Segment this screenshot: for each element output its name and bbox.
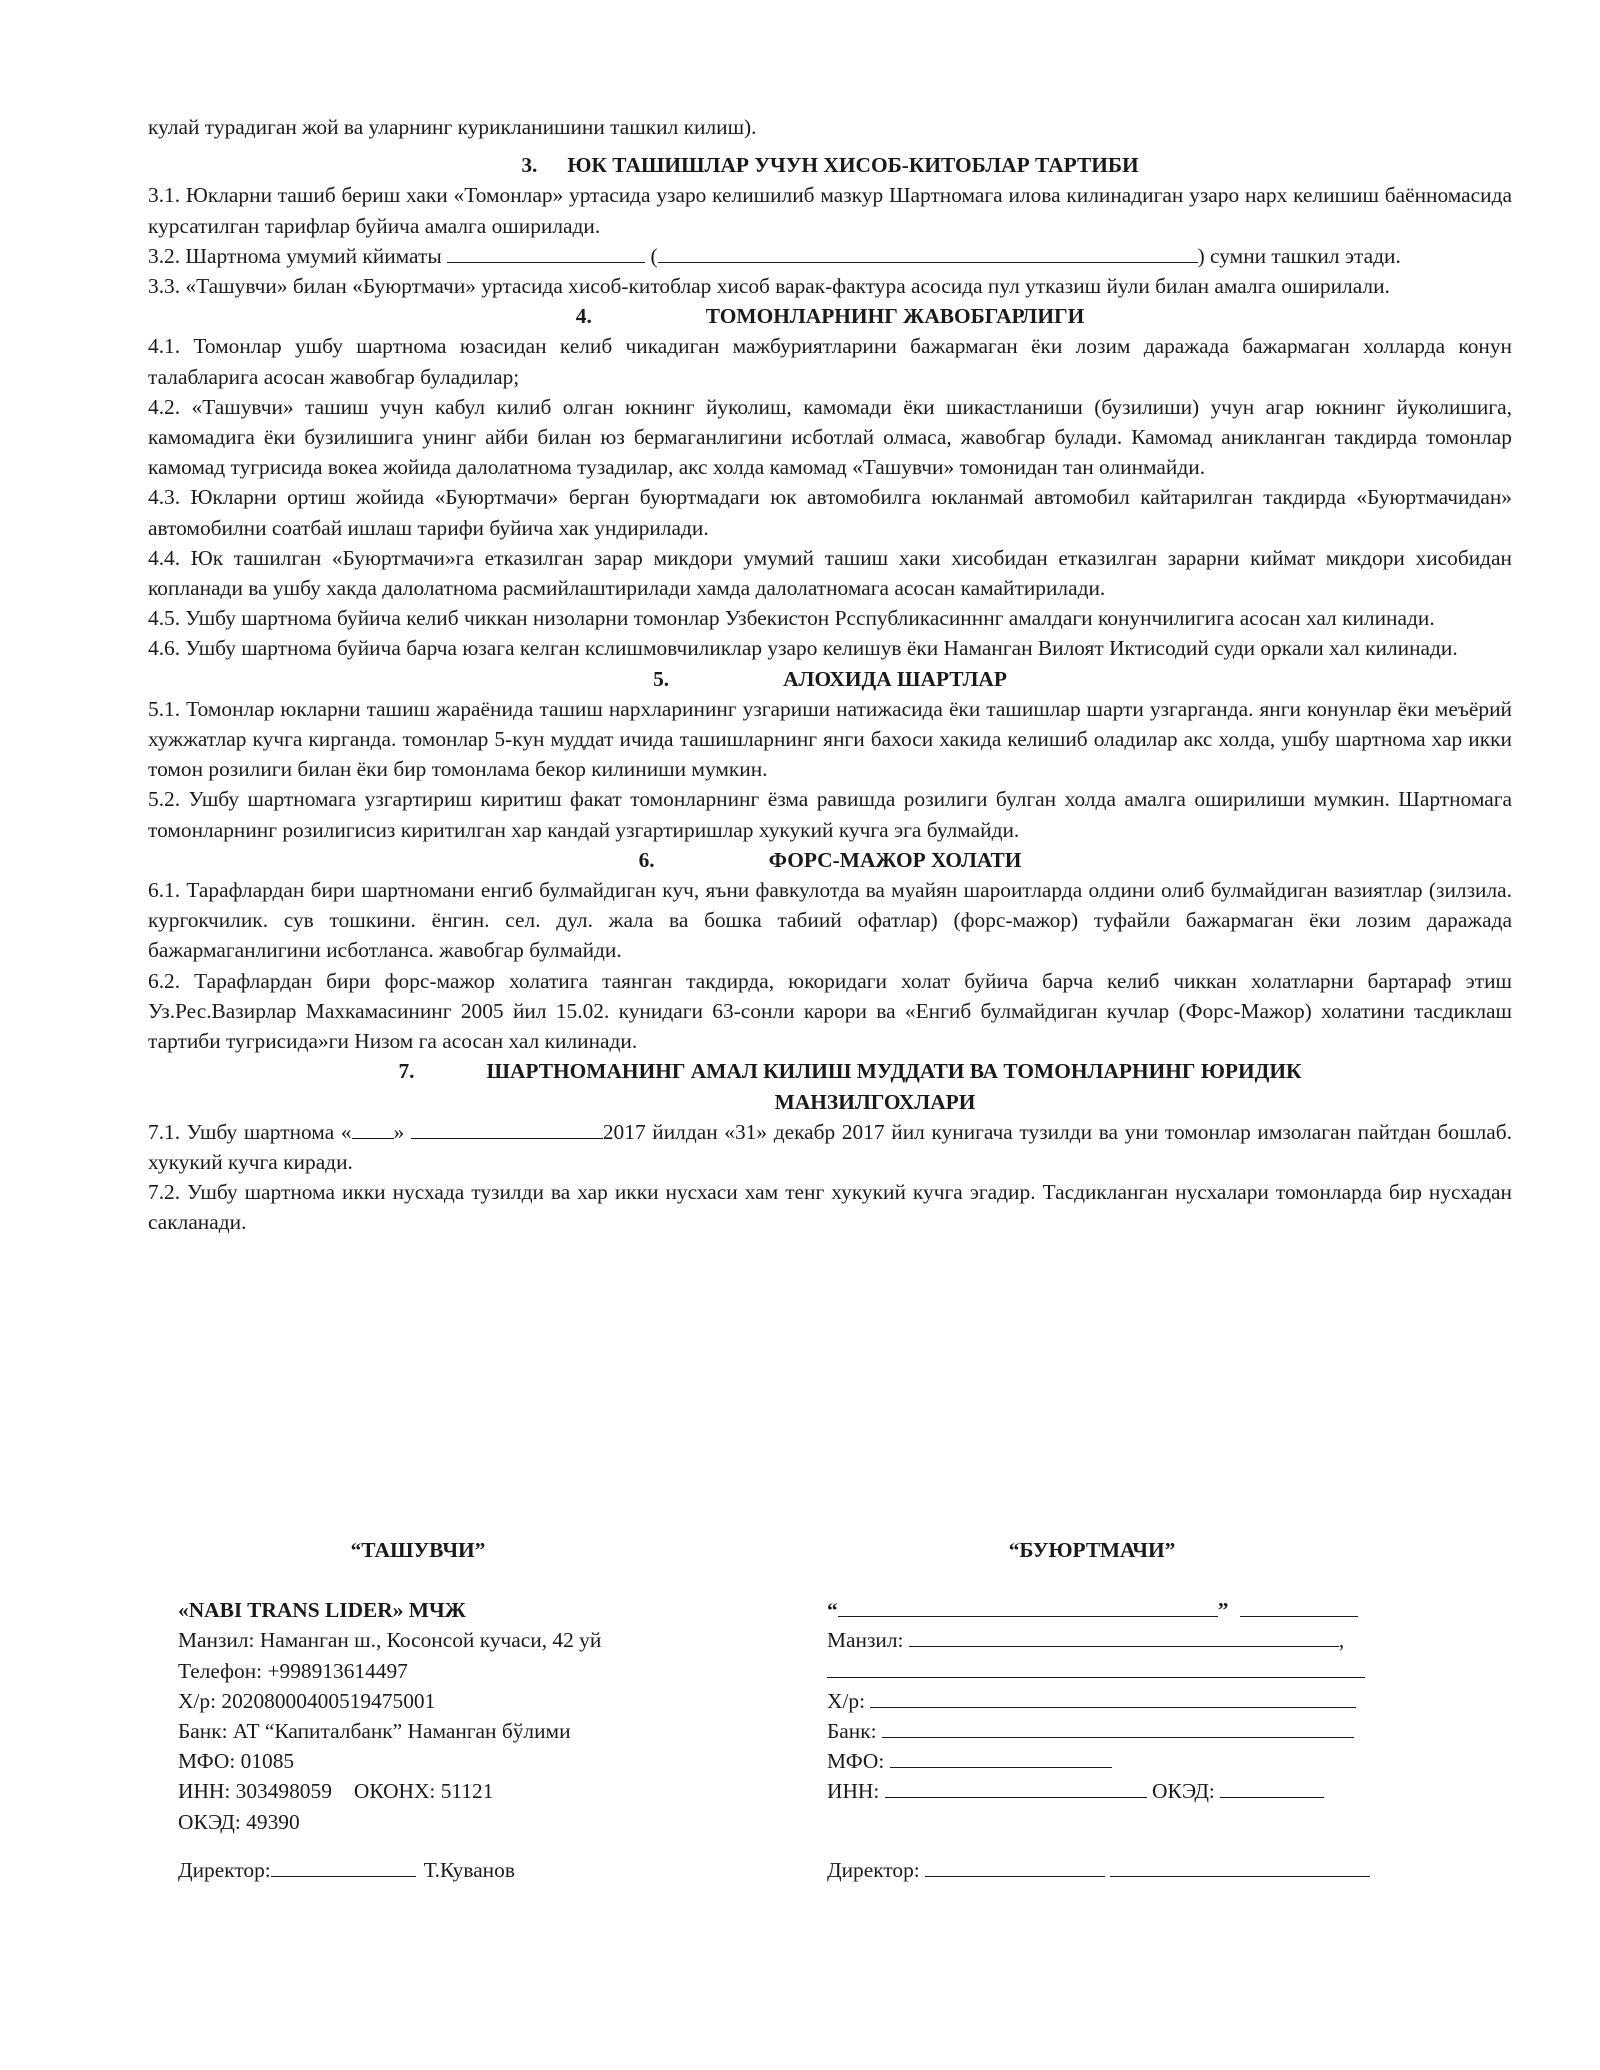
customer-inn-blank (885, 1777, 1147, 1798)
customer-address-blank-2 (827, 1657, 1365, 1678)
clause-5-2: 5.2. Ушбу шартномага узгартириш киритиш факат томонларнинг ёзма равишда розилиги булган холда амалга оширилиши мумкин. Шартномага томонларнинг розилигисиз киритилган хар кандай узгартиришлар хукукий кучга эга булмайди. (148, 787, 1512, 842)
section-5-heading: 5. АЛОХИДА ШАРТЛАР (653, 666, 1007, 691)
customer-name-row: “ ” (827, 1595, 1387, 1625)
clause-5-1: 5.1. Томонлар юкларни ташиш жараёнида ташиш нархларининг узгариши натижасида ёки ташишлар шарти узгарганда. янги конунлар ёки меъёрий хужжатлар кучга кирганда. томонлар 5-кун муддат ичида ташишларнинг янги бахоси хакида келишиб оладилар акс холда, ушбу шартнома хар икки томон розилиги билан ёки бир томонлама бекор килиниши мумкин. (148, 696, 1512, 782)
carrier-oked: ОКЭД: 49390 (178, 1809, 300, 1834)
contract-amount-blank (447, 242, 645, 263)
clause-7-1: 7.1. Ушбу шартнома « » 2017 йилдан «31» декабр 2017 йил кунигача тузилди ва уни томонлар имзолаган пайтдан бошлаб. хукукий кучга киради. (148, 1119, 1512, 1174)
clause-4-1: 4.1. Томонлар ушбу шартнома юзасидан келиб чикадиган мажбуриятларини бажармаган ёки лозим даражада бажармаган холларда конун талабларига асосан жавобгар буладилар; (148, 334, 1512, 389)
clause-4-2: 4.2. «Ташувчи» ташиш учун кабул килиб олган юкнинг йуколиш, камомади ёки шикастланиши (бузилиши) учун агар юкнинг йуколишига, камомадига ёки бузилишига унинг айби билан юз бермаганлигини исботлай олмаса, жавобгар булади. Камомад аникланган такдирда томонлар камомад тугрисида вокеа жойида далолатнома тузадилар, акс холда камомад «Ташувчи» томонидан тан олинмайди. (148, 394, 1512, 480)
section-3-heading: 3. ЮК ТАШИШЛАР УЧУН ХИСОБ-КИТОБЛАР ТАРТИБИ (521, 153, 1139, 178)
clause-6-1: 6.1. Тарафлардан бири шартномани енгиб булмайдиган куч, яъни фавкулотда ва муайян шароитларда олдини олиб булмайдиган вазиятлар (зилзила. кургокчилик. сув тошкини. ёнгин. сел. дул. жала ва бошка табиий офатлар) (форс-мажор) туфайли бажармаган ёки лозим даражада бажармаганлигини исботланса. жавобгар булмайди. (148, 878, 1512, 963)
amount-words-blank (658, 242, 1198, 263)
carrier-phone: Телефон: +998913614497 (178, 1658, 408, 1683)
carrier-director-row: Директор: Т.Куванов (178, 1857, 515, 1882)
continuation-text: кулай турадиган жой ва уларнинг курикланишини ташкил килиш). (148, 115, 757, 139)
section-7-heading-line2: МАНЗИЛГОХЛАРИ (774, 1089, 976, 1114)
carrier-name: «NABI TRANS LIDER» МЧЖ (178, 1598, 466, 1623)
customer-bank-row: Банк: (827, 1716, 1387, 1746)
section-4-heading: 4. ТОМОНЛАРНИНГ ЖАВОБГАРЛИГИ (575, 304, 1085, 329)
customer-mfo-row: МФО: (827, 1746, 1387, 1776)
customer-director-row: Директор: (827, 1855, 1387, 1885)
carrier-bank: Банк: АТ “Капиталбанк” Наманган бўлими (178, 1719, 571, 1744)
section-7-heading: 7. ШАРТНОМАНИНГ АМАЛ КИЛИШ МУДДАТИ ВА ТОМОНЛАРНИНГ ЮРИДИК (398, 1059, 1302, 1084)
customer-requisites (827, 1535, 1387, 1885)
carrier-okonh: ОКОНХ: 51121 (353, 1779, 494, 1804)
clause-3-3: 3.3. «Ташувчи» билан «Буюртмачи» уртасида хисоб-китоблар хисоб варак-фактура асосида пул утказиш йули билан амалга оширилали. (148, 274, 1390, 299)
carrier-requisites (178, 1535, 738, 1885)
carrier-address: Манзил: Наманган ш., Косонсой кучаси, 42 уй (178, 1628, 602, 1653)
customer-address-row-2 (827, 1656, 1387, 1686)
customer-account-blank (870, 1687, 1356, 1708)
carrier-account: Х/р: 20208000400519475001 (178, 1688, 436, 1713)
clause-4-3: 4.3. Юкларни ортиш жойида «Буюртмачи» берган буюртмадаги юк автомобилга юкланмай автомобил кайтарилган такдирда «Буюртмачидан» автомобилни соатбай ишлаш тарифи буйича хак ундирилади. (148, 485, 1512, 540)
customer-name-blank (838, 1596, 1218, 1617)
customer-account-row: Х/р: (827, 1686, 1387, 1716)
customer-mfo-blank (890, 1747, 1112, 1768)
customer-address-row: Манзил: , (827, 1628, 1345, 1653)
carrier-inn: ИНН: 303498059 (178, 1779, 332, 1804)
clause-6-2: 6.2. Тарафлардан бири форс-мажор холатига таянган такдирда, юкоридаги холат буйича барча келиб чиккан холатларни бартараф этиш Уз.Рес.Вазирлар Махкамасининг 2005 йил 15.02. кунидаги 63-сонли карори ва «Енгиб булмайдиган кучлар (Форс-Мажор) холатини тасдиклаш тартиби тугрисида»ги Низом га асосан хал килинади. (148, 968, 1512, 1054)
day-blank (352, 1118, 394, 1139)
customer-form-blank (1240, 1596, 1358, 1617)
carrier-signature-blank (271, 1856, 416, 1877)
carrier-director-name: Т.Куванов (423, 1857, 515, 1882)
customer-oked-blank (1220, 1777, 1324, 1798)
clause-4-4: 4.4. Юк ташилган «Буюртмачи»га етказилган зарар микдори умумий ташиш хаки хисобидан етказилган зарарни киймат микдори хисобидан копланади ва ушбу хакда далолатнома расмийлаштирилади хамда далолатномага асосан камайтирилади. (148, 545, 1512, 601)
carrier-inn-row (178, 1776, 738, 1806)
section-6-heading: 6. ФОРС-МАЖОР ХОЛАТИ (638, 847, 1022, 872)
customer-address-blank (909, 1626, 1339, 1647)
clause-7-2: 7.2. Ушбу шартнома икки нусхада тузилди ва хар икки нусхаси хам тенг хукукий кучга эгадир. Тасдикланган нусхалари томонларда бир нусхадан сакланади. (148, 1180, 1512, 1235)
customer-signature-blank (925, 1856, 1105, 1877)
clause-4-6: 4.6. Ушбу шартнома буйича барча юзага келган кслишмовчиликлар узаро келишув ёки Наманган Вилоят Иктисодий суди оркали хал килинади. (148, 636, 1458, 661)
carrier-mfo: МФО: 01085 (178, 1749, 295, 1774)
clause-4-5: 4.5. Ушбу шартнома буйича келиб чиккан низоларни томонлар Узбекистон Рсспубликасинннг амалдаги конунчилигига асосан хал килинади. (148, 606, 1435, 631)
contract-body (148, 112, 1512, 1238)
clause-3-2: 3.2. Шартнома умумий кйиматы ( ) сумни ташкил этади. (148, 243, 1401, 268)
customer-director-name-blank (1110, 1856, 1370, 1877)
customer-bank-blank (882, 1717, 1354, 1738)
clause-3-1: 3.1. Юкларни ташиб бериш хаки «Томонлар» уртасида узаро келишилиб мазкур Шартномага илова килинадиган узаро нарх келишиш баённомасида курсатилган тарифлар буйича амалга оширилади. (148, 183, 1512, 238)
carrier-heading: “ТАШУВЧИ” (350, 1538, 486, 1562)
customer-inn-row: ИНН: ОКЭД: (827, 1776, 1387, 1806)
month-blank (411, 1118, 603, 1139)
customer-heading: “БУЮРТМАЧИ” (1008, 1538, 1176, 1562)
